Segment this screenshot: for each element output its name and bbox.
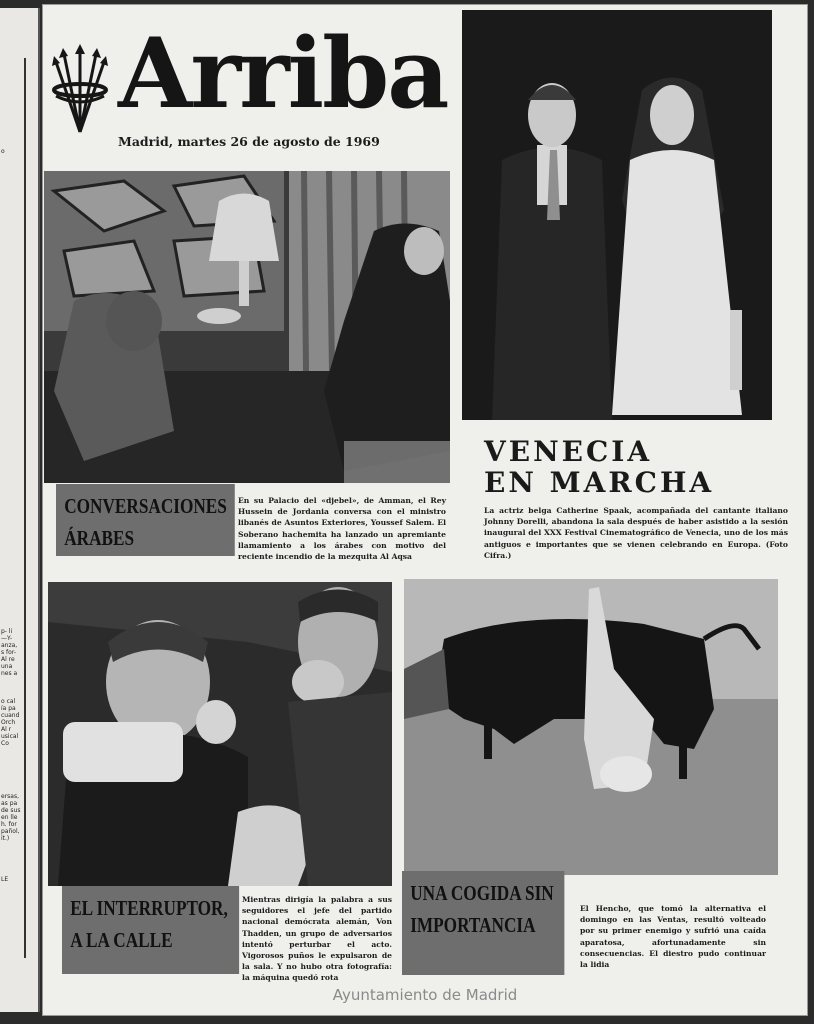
left-page-fragment: LE bbox=[1, 876, 9, 883]
caption-interruptor: Mientras dirigía la palabra a sus seguidores el jefe del partido nacional demócrata alemán, Von Thadden, un grupo de adversarios intentó perturbar el acto. Vigorosos puños le expulsaron de la sala. Y no hubo otra fotografía: la máquina quedó rota bbox=[242, 895, 392, 983]
photo-king-hussein-conversation bbox=[44, 171, 450, 483]
caption-conversaciones: En su Palacio del «djebel», de Amman, el Rey Hussein de Jordania conversa con el ministro libanés de Asuntos Exteriores, Youssef Salem. El Soberano hachemita ha lanzado un apremiante llamamiento a los árabes con motivo del reciente incendio de la mezquita Al Aqsa bbox=[238, 496, 446, 562]
masthead-date: Madrid, martes 26 de agosto de 1969 bbox=[118, 134, 380, 149]
photo-bullfight-goring bbox=[404, 579, 778, 875]
caption-venecia: La actriz belga Catherine Spaak, acompañada del cantante italiano Johnny Dorelli, abandona la sala después de haber asistido a la sesión inaugural del XXX Festival Cinematográfico de Venecia, uno de los más antiguos e importantes que se vienen celebrando en Europa. (Foto Cifra.) bbox=[484, 506, 788, 560]
newspaper-page bbox=[42, 4, 808, 1016]
headline-venecia bbox=[484, 436, 714, 498]
headline-venecia-line1: VENECIA bbox=[484, 435, 653, 468]
left-page-fragment: o bbox=[1, 148, 5, 155]
masthead-title: Arriba bbox=[118, 17, 448, 130]
photo-catherine-spaak-johnny-dorelli bbox=[462, 10, 772, 420]
headline-interruptor: EL INTERRUPTOR, A LA CALLE bbox=[62, 886, 239, 974]
archive-watermark: Ayuntamiento de Madrid bbox=[332, 986, 518, 1004]
left-page-fragment: ersas, as pa de sus en lle h. for pañol, it.) bbox=[1, 793, 21, 842]
yoke-and-arrows-icon bbox=[52, 44, 108, 134]
left-page-fragment: p- li —Y- anza, s for- Al re una nes a bbox=[1, 628, 18, 677]
headline-conversaciones: CONVERSACIONES ÁRABES bbox=[56, 484, 235, 556]
caption-cogida: El Hencho, que tomó la alternativa el domingo en las Ventas, resultó volteado por su primer enemigo y sufrió una caída aparatosa, afortunadamente sin consecuencias. El diestro pudo continuar la lidia bbox=[580, 904, 766, 970]
photo-von-thadden-scuffle bbox=[48, 582, 392, 886]
left-page-fragment: o cal ía pa cuand Orch Al r usical Co bbox=[1, 698, 20, 747]
headline-cogida: UNA COGIDA SIN IMPORTANCIA bbox=[402, 871, 564, 975]
left-page-strip bbox=[0, 8, 40, 1012]
headline-venecia-line2: EN MARCHA bbox=[484, 466, 715, 499]
left-page-column-rule bbox=[24, 58, 26, 958]
